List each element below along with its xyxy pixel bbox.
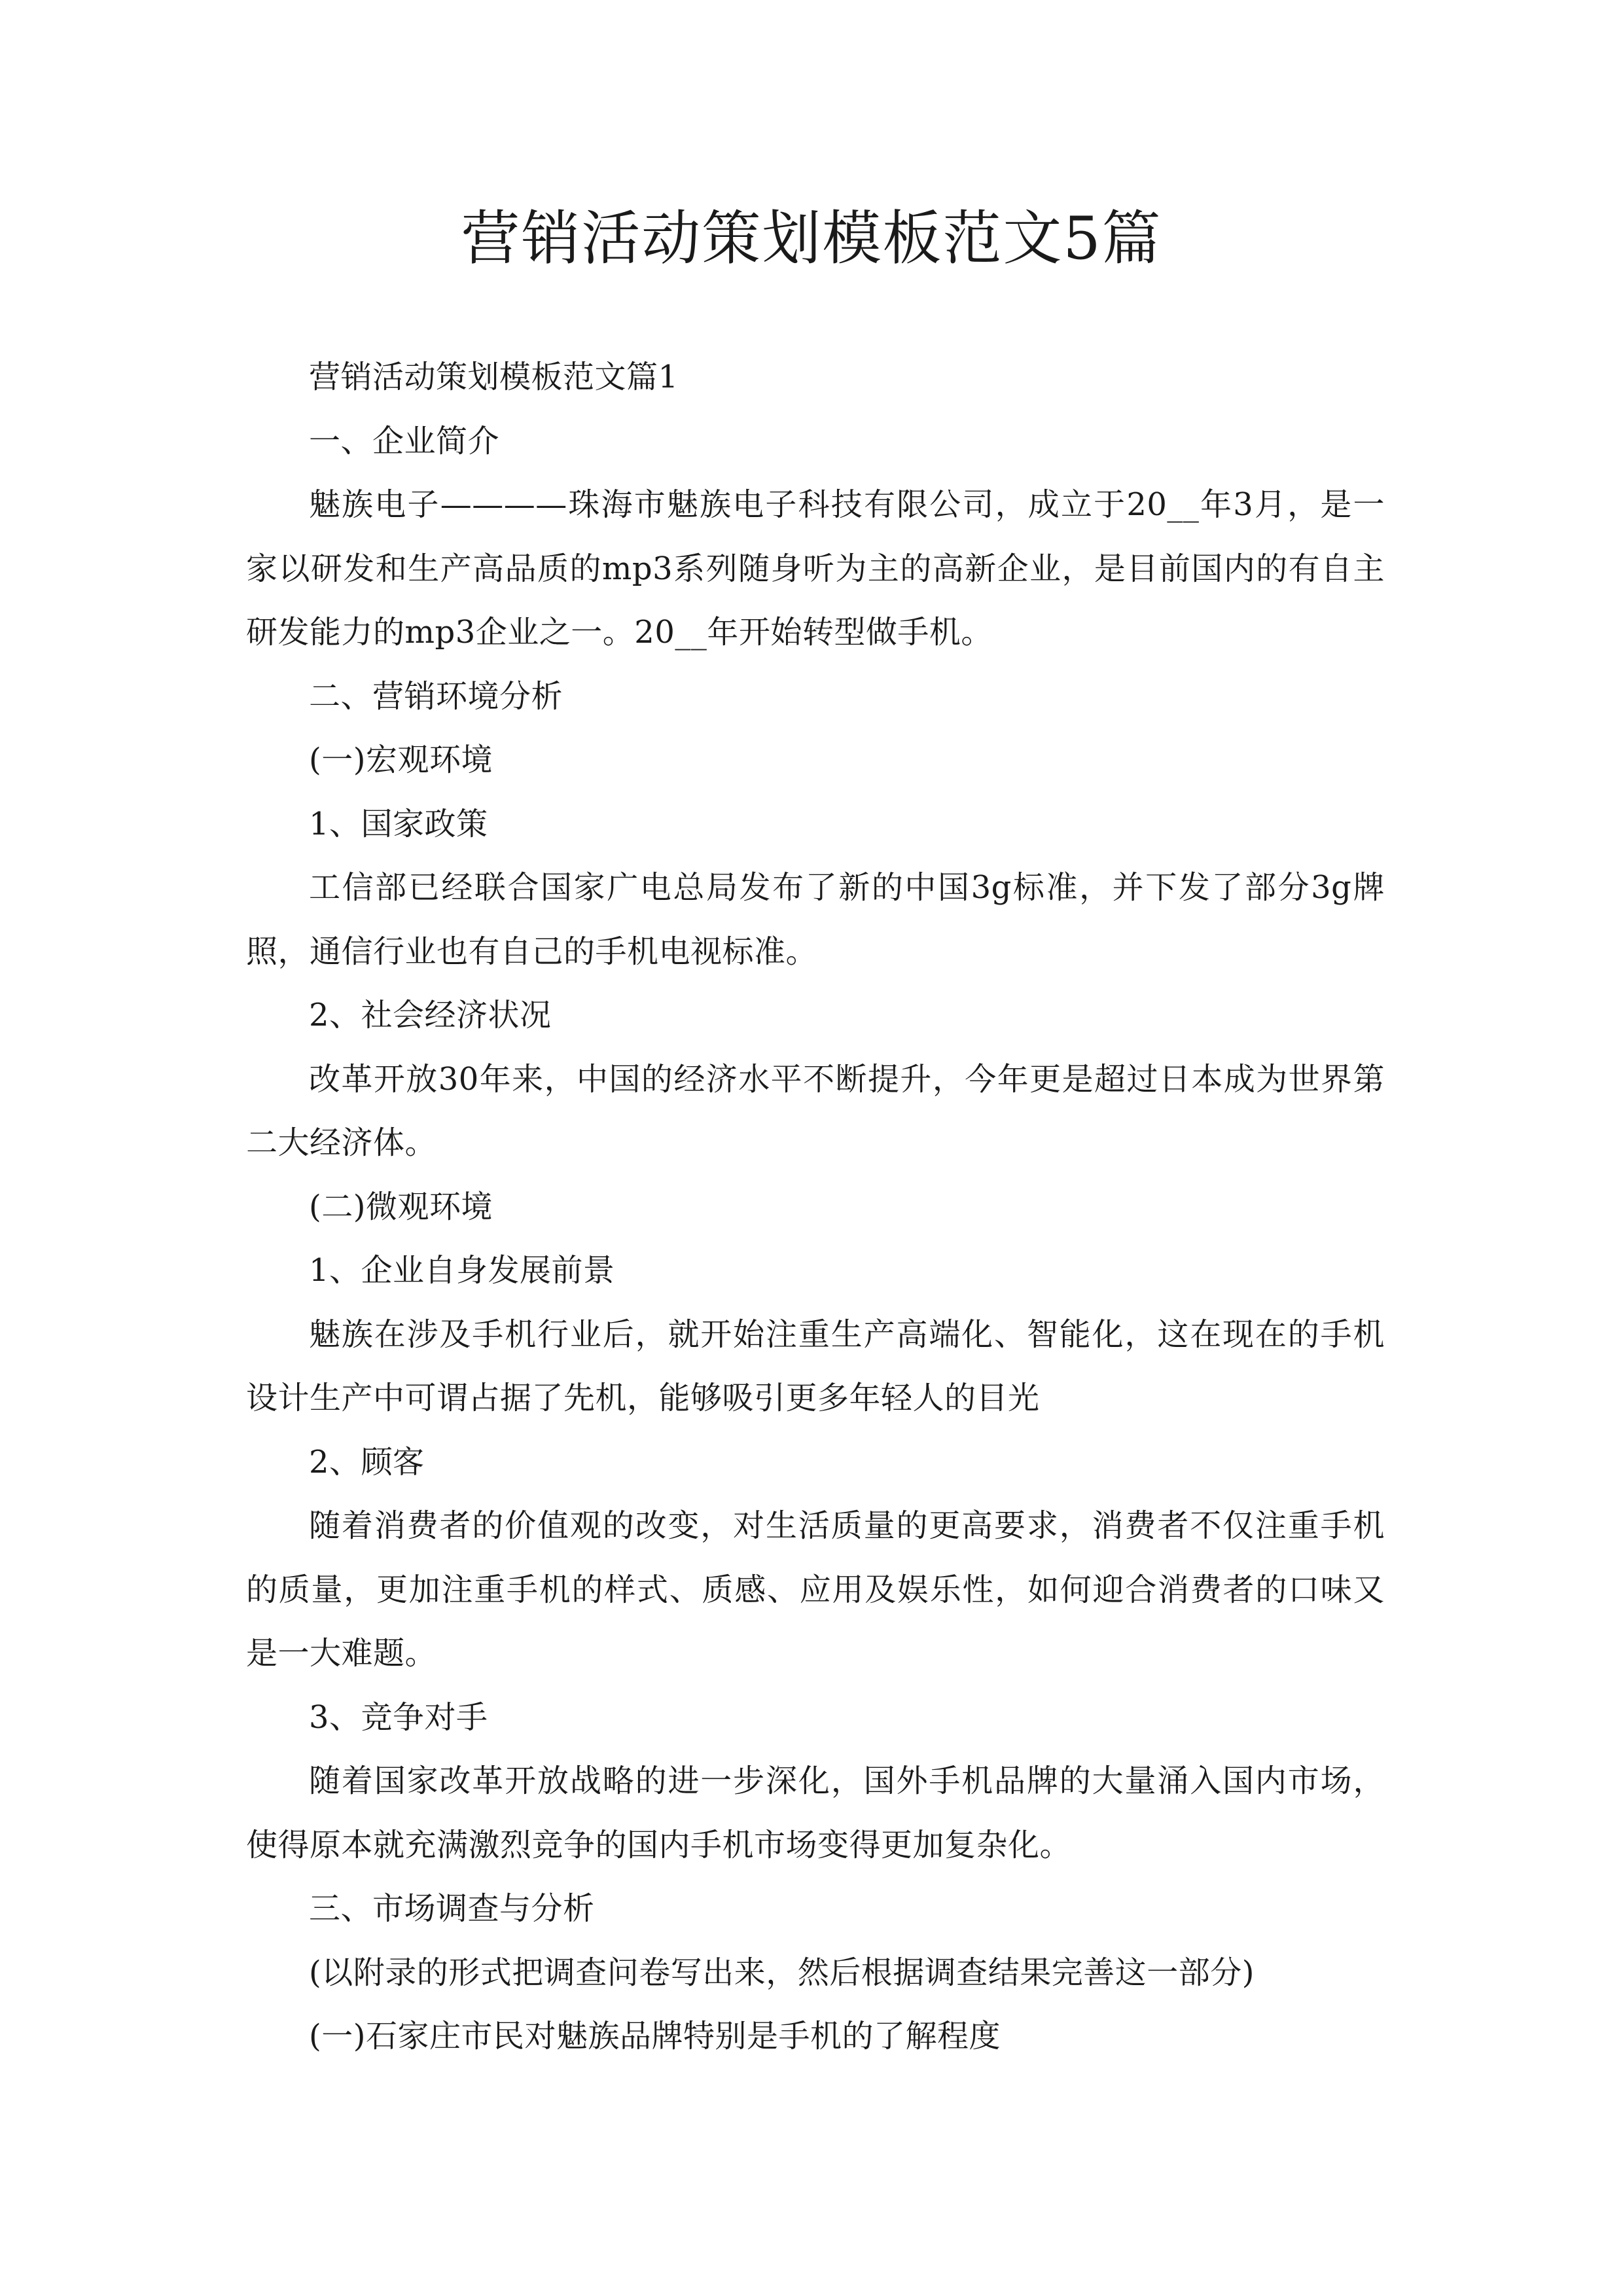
paragraph-national-policy: 工信部已经联合国家广电总局发布了新的中国3g标准，并下发了部分3g牌照，通信行业也有自己的手机电视标准。: [246, 869, 1385, 970]
paragraph-socioeconomic: 改革开放30年来，中国的经济水平不断提升，今年更是超过日本成为世界第二大经济体。: [246, 1060, 1385, 1161]
heading-customers: 2、顾客: [309, 1443, 425, 1480]
heading-market-research: 三、市场调查与分析: [309, 1890, 595, 1927]
document-body: [246, 346, 1385, 2069]
paragraph-company-intro: 魅族电子————珠海市魅族电子科技有限公司，成立于20__年3月，是一家以研发和生产高品质的mp3系列随身听为主的高新企业，是目前国内的有自主研发能力的mp3企业之一。20__年开始转型做手机。: [246, 486, 1385, 651]
paragraph-company-prospects: 魅族在涉及手机行业后，就开始注重生产高端化、智能化，这在现在的手机设计生产中可谓占据了先机，能够吸引更多年轻人的目光: [246, 1316, 1385, 1416]
section-heading: 营销活动策划模板范文篇1: [309, 359, 679, 395]
paragraph-competitors: 随着国家改革开放战略的进一步深化，国外手机品牌的大量涌入国内市场，使得原本就充满激烈竞争的国内手机市场变得更加复杂化。: [246, 1763, 1385, 1863]
document-title: 营销活动策划模板范文5篇: [461, 204, 1162, 273]
heading-micro-environment: (二)微观环境: [309, 1188, 493, 1225]
heading-macro-environment: (一)宏观环境: [309, 742, 493, 778]
paragraph-research-note: (以附录的形式把调查问卷写出来，然后根据调查结果完善这一部分): [309, 1954, 1255, 1991]
heading-marketing-environment: 二、营销环境分析: [309, 677, 563, 715]
heading-competitors: 3、竞争对手: [309, 1698, 488, 1736]
heading-brand-awareness: (一)石家庄市民对魅族品牌特别是手机的了解程度: [309, 2018, 1001, 2054]
paragraph-customers: 随着消费者的价值观的改变，对生活质量的更高要求，消费者不仅注重手机的质量，更加注重手机的样式、质感、应用及娱乐性，如何迎合消费者的口味又是一大难题。: [246, 1507, 1385, 1672]
heading-national-policy: 1、国家政策: [309, 805, 488, 842]
heading-company-prospects: 1、企业自身发展前景: [309, 1252, 615, 1289]
heading-company-intro: 一、企业简介: [309, 422, 500, 459]
heading-socioeconomic: 2、社会经济状况: [309, 997, 552, 1033]
